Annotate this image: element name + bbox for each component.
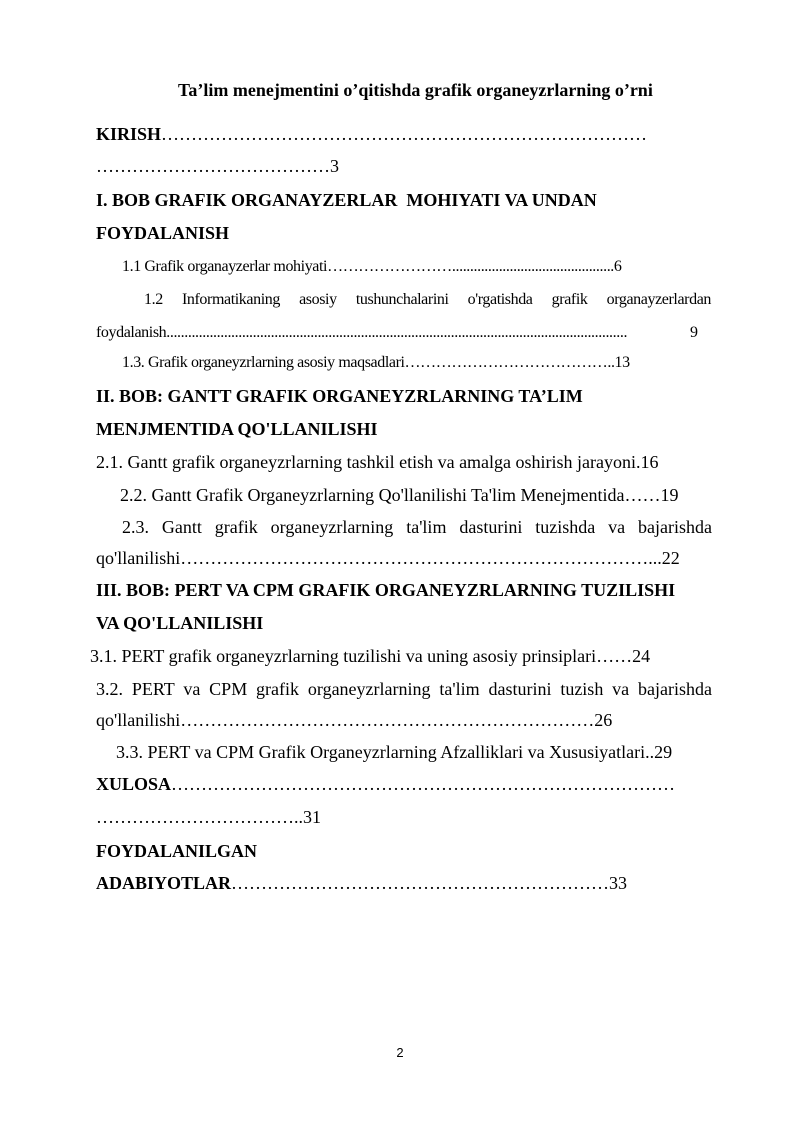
toc-page-number: 16 xyxy=(640,452,659,472)
toc-page-number: 26 xyxy=(594,710,613,730)
toc-entry-xulosa xyxy=(96,773,675,795)
toc-entry-text: 2.2. Gantt Grafik Organeyzrlarning Qo'llanilishi Ta'lim Menejmentida…… xyxy=(120,485,661,505)
toc-page-number: 24 xyxy=(632,646,651,666)
toc-entry-1-1 xyxy=(122,256,622,278)
toc-page-number: 31 xyxy=(303,807,321,827)
toc-entry-references xyxy=(96,872,627,894)
toc-entry-text: qo'llanilishi…………………………………………………………… xyxy=(96,710,595,730)
toc-entry-2-2 xyxy=(120,484,678,506)
chapter-2-heading: II. BOB: GANTT GRAFIK ORGANEYZRLARNING TA’LIM xyxy=(96,386,583,406)
toc-entry-3-2: 3.2. PERT va CPM grafik organeyzrlarning ta'lim dasturini tuzish va bajarishda xyxy=(96,679,712,699)
toc-label-xulosa: XULOSA xyxy=(96,774,172,794)
toc-entry-kirish-cont xyxy=(96,155,339,177)
page-number: 2 xyxy=(396,1045,404,1060)
toc-page-number: 29 xyxy=(654,742,673,762)
toc-entry-text: 3.3. PERT va CPM Grafik Organeyzrlarning Afzalliklari va Xususiyatlari.. xyxy=(116,742,655,762)
toc-page-number: 19 xyxy=(660,485,679,505)
toc-leader: …………………………….. xyxy=(96,807,303,827)
toc-page-number: 6 xyxy=(613,258,622,275)
chapter-3-heading: III. BOB: PERT VA CPM GRAFIK ORGANEYZRLARNING TUZILISHI xyxy=(96,580,676,600)
toc-entry-3-1 xyxy=(90,645,650,667)
toc-entry-2-1 xyxy=(96,451,659,473)
chapter-3-heading-cont: VA QO'LLANILISHI xyxy=(96,613,264,633)
toc-label-kirish: KIRISH xyxy=(96,124,162,144)
toc-leader: ……………………………………………………………………… xyxy=(161,124,648,144)
toc-label-references: FOYDALANILGAN xyxy=(96,841,258,861)
toc-page-number: 22 xyxy=(661,548,680,568)
toc-page-number: 13 xyxy=(614,354,630,371)
toc-entry-2-3-cont xyxy=(96,547,680,569)
chapter-1-heading-cont: FOYDALANISH xyxy=(96,223,230,243)
toc-entry-1-2-cont: foydalanish................................................................................................................................ xyxy=(96,324,628,341)
toc-entry-text: 1.1 Grafik organayzerlar mohiyati……………………............................................. xyxy=(122,258,614,275)
toc-label-references-cont: ADABIYOTLAR xyxy=(96,873,232,893)
toc-entry-1-2: 1.2 Informatikaning asosiy tushunchalarini o'rgatishda grafik organayzerlardan xyxy=(144,291,711,308)
toc-leader: ……………………………………………………… xyxy=(231,873,610,893)
toc-page-number: 33 xyxy=(609,873,628,893)
toc-entry-text: 3.1. PERT grafik organeyzrlarning tuzilishi va uning asosiy prinsiplari…… xyxy=(90,646,633,666)
toc-entry-3-3 xyxy=(116,741,672,763)
toc-entry-xulosa-cont xyxy=(96,806,321,828)
toc-entry-text: 2.1. Gantt grafik organeyzrlarning tashkil etish va amalga oshirish jarayoni. xyxy=(96,452,641,472)
toc-entry-kirish xyxy=(96,123,647,145)
chapter-1-heading: I. BOB GRAFIK ORGANAYZERLAR MOHIYATI VA UNDAN xyxy=(96,190,597,210)
toc-page-number: 3 xyxy=(330,156,339,176)
chapter-2-heading-cont: MENJMENTIDA QO'LLANILISHI xyxy=(96,419,378,439)
toc-leader: ………………………………… xyxy=(96,156,330,176)
toc-page-number: 9 xyxy=(690,324,698,341)
toc-entry-1-3 xyxy=(122,352,630,374)
toc-entry-3-2-cont xyxy=(96,709,612,731)
toc-entry-text: qo'llanilishi……………………………………………………………………... xyxy=(96,548,662,568)
toc-entry-2-3: 2.3. Gantt grafik organeyzrlarning ta'lim dasturini tuzishda va bajarishda xyxy=(122,517,712,537)
toc-entry-text: 1.3. Grafik organeyzrlarning asosiy maqsadlari………………………………….. xyxy=(122,354,615,371)
toc-leader: ………………………………………………………………………… xyxy=(171,774,676,794)
page-title: Ta’lim menejmentini o’qitishda grafik organeyzrlarning o’rni xyxy=(178,80,653,100)
